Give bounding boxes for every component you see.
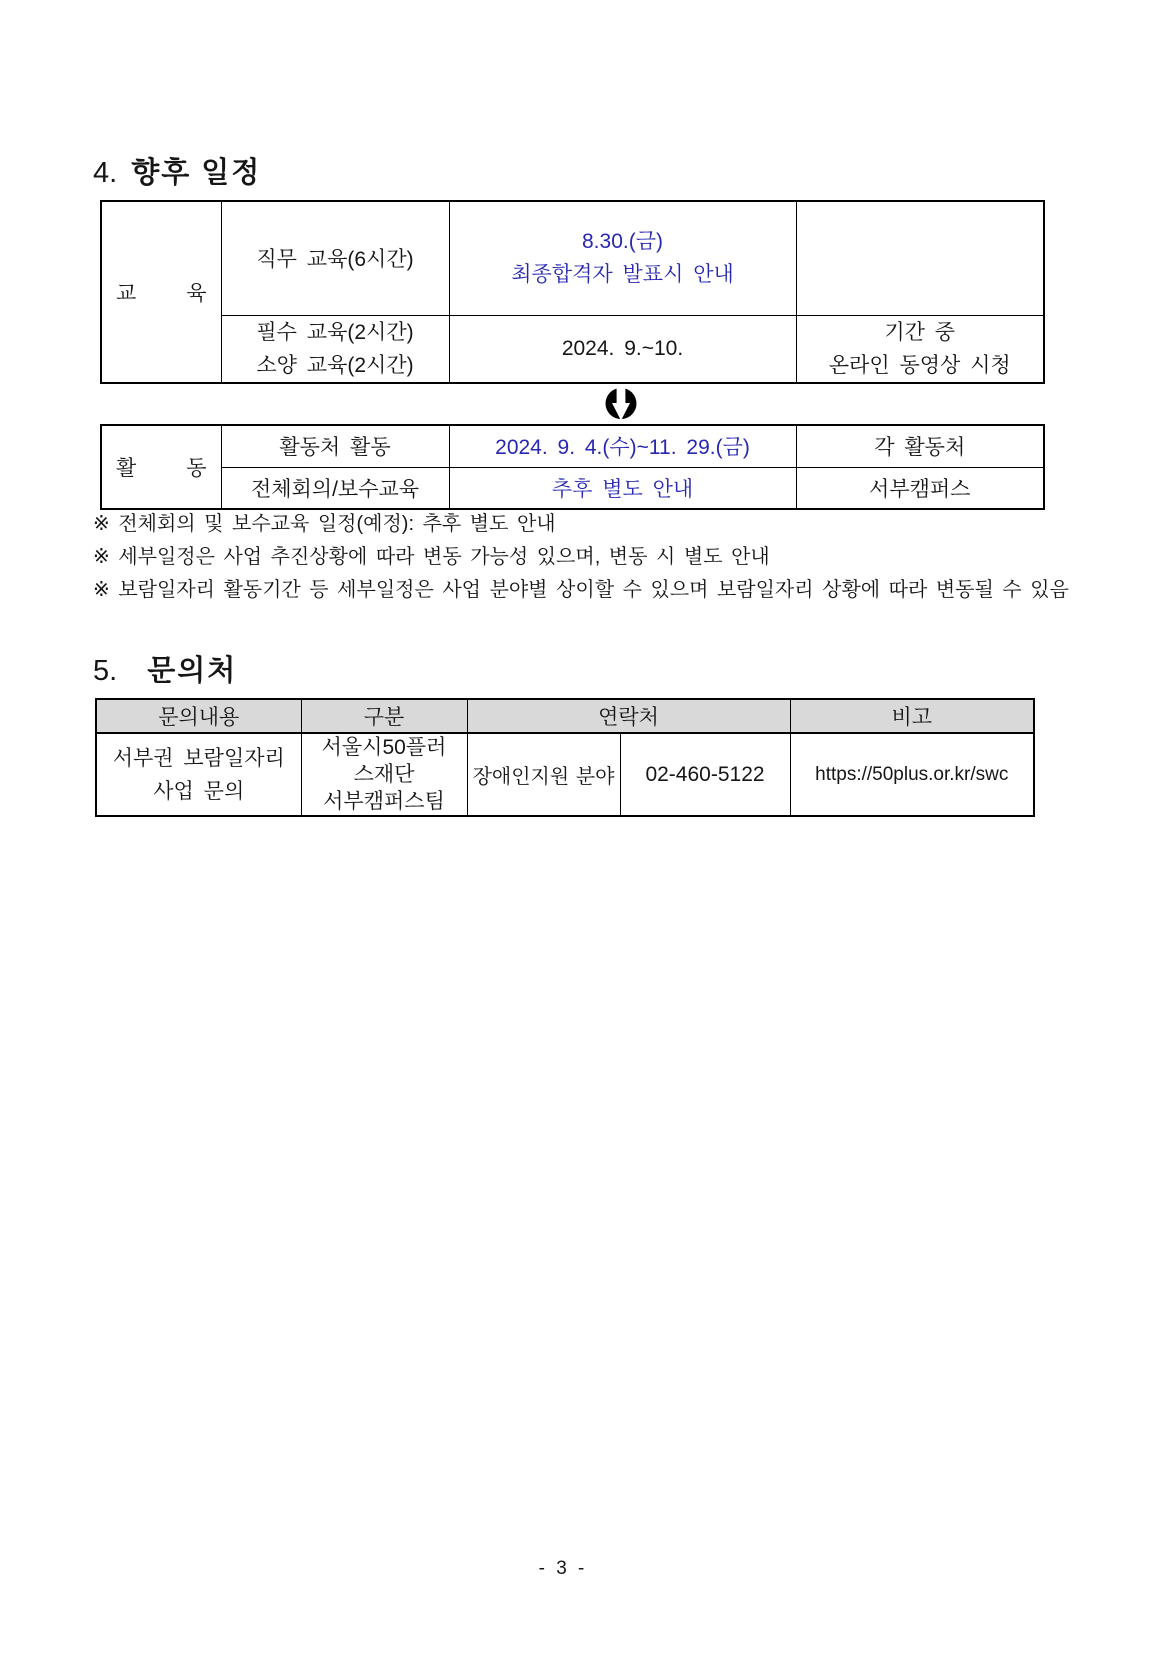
- section-4-title: [93, 150, 261, 191]
- activity-item-cell: 활동처 활동: [221, 425, 449, 467]
- remark-line: 온라인 동영상 시청: [828, 353, 1011, 377]
- contact-field-cell: 장애인지원 분야: [467, 733, 620, 816]
- org-line: 스재단: [353, 763, 415, 786]
- org-line: 서부캠퍼스팀: [323, 790, 445, 813]
- education-schedule-table: [100, 200, 1045, 384]
- section-5-number: 5.: [93, 655, 118, 687]
- education-item-cell: 직무 교육(6시간): [221, 201, 449, 315]
- activity-schedule-cell: 2024. 9. 4.(수)~11. 29.(금): [449, 425, 796, 467]
- content-line: 사업 문의: [153, 779, 245, 803]
- note-line: ※ 세부일정은 사업 추진상황에 따라 변동 가능성 있으며, 변동 시 별도 안내: [93, 546, 770, 568]
- activity-schedule-table: [100, 424, 1045, 510]
- table-row: [101, 201, 1044, 315]
- contact-url-cell: https://50plus.or.kr/swc: [790, 733, 1034, 816]
- contact-org-cell: [301, 733, 467, 816]
- down-arrow-icon: [604, 387, 638, 421]
- activity-remark-cell: 각 활동처: [796, 425, 1044, 467]
- table-row: [101, 315, 1044, 383]
- schedule-notes: [93, 508, 1093, 607]
- remark-line: 기간 중: [884, 320, 956, 344]
- education-schedule-cell: 2024. 9.~10.: [449, 315, 796, 383]
- section-5-title-text: 문의처: [147, 655, 238, 687]
- education-item-cell: [221, 315, 449, 383]
- group-label-char: 교: [116, 281, 137, 305]
- section-4-number: 4.: [93, 157, 118, 189]
- table-row: [101, 467, 1044, 509]
- header-contact: 연락처: [467, 699, 790, 733]
- group-label-char: 동: [186, 457, 207, 480]
- header-category: 구분: [301, 699, 467, 733]
- education-group-cell: [101, 201, 221, 383]
- group-label-char: 활: [116, 457, 137, 480]
- schedule-line: 8.30.(금): [582, 230, 663, 254]
- contact-table: [95, 698, 1035, 817]
- activity-group-label: [102, 452, 221, 482]
- education-remark-cell: [796, 315, 1044, 383]
- table-header-row: [96, 699, 1034, 733]
- item-line: 필수 교육(2시간): [256, 320, 414, 344]
- schedule-line: 최종합격자 발표시 안내: [511, 263, 734, 287]
- table-row: [101, 425, 1044, 467]
- activity-item-cell: 전체회의/보수교육: [221, 467, 449, 509]
- activity-remark-cell: 서부캠퍼스: [796, 467, 1044, 509]
- activity-group-cell: [101, 425, 221, 509]
- note-line: ※ 보람일자리 활동기간 등 세부일정은 사업 분야별 상이할 수 있으며 보람일자리 상황에 따라 변동될 수 있음: [93, 579, 1069, 601]
- activity-schedule-cell: 추후 별도 안내: [449, 467, 796, 509]
- content-line: 서부권 보람일자리: [112, 746, 285, 770]
- table-row: [96, 733, 1034, 816]
- note-line: ※ 전체회의 및 보수교육 일정(예정): 추후 별도 안내: [93, 513, 556, 535]
- education-group-label: [102, 277, 221, 307]
- header-remark: 비고: [790, 699, 1034, 733]
- section-4-title-text: 향후 일정: [131, 157, 262, 189]
- section-5-title: [93, 648, 237, 689]
- item-line: 소양 교육(2시간): [256, 353, 414, 377]
- education-schedule-cell: [449, 201, 796, 315]
- org-line: 서울시50플러: [321, 736, 447, 759]
- page-number: - 3 -: [538, 1558, 588, 1579]
- group-label-char: 육: [186, 281, 207, 305]
- contact-phone-cell: 02-460-5122: [620, 733, 790, 816]
- header-content: 문의내용: [96, 699, 301, 733]
- contact-content-cell: [96, 733, 301, 816]
- education-remark-cell: [796, 201, 1044, 315]
